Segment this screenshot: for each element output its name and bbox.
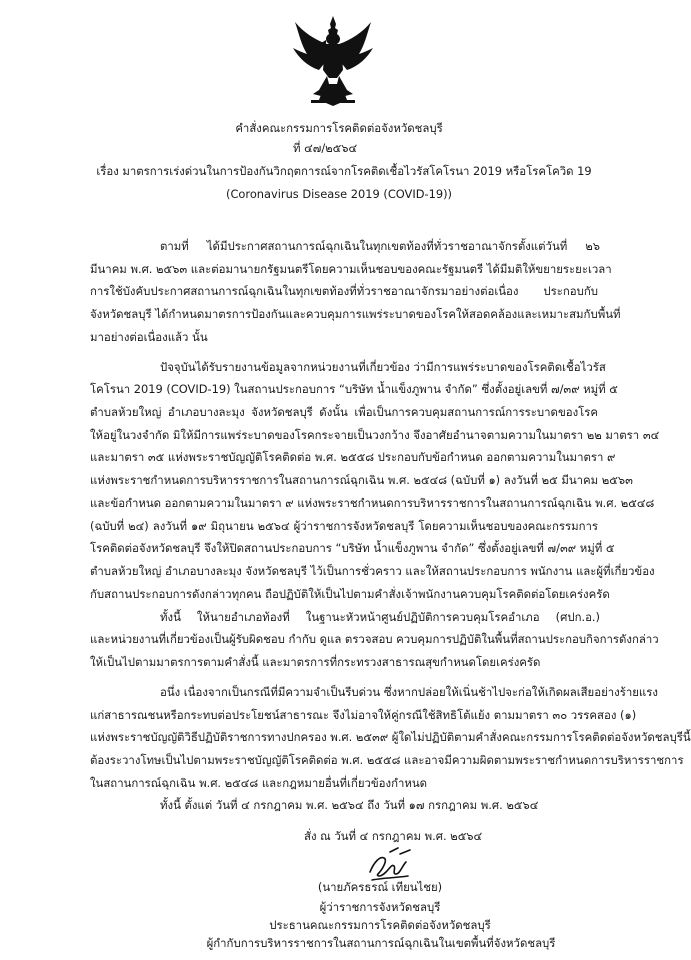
signatory-position: ประธานคณะกรรมการโรคติดต่อจังหวัดชลบุรี xyxy=(269,918,491,932)
effective-period: ทั้งนี้ ตั้งแต่ วันที่ ๔ กรกฎาคม พ.ศ. ๒๕๖๔ ถึง วันที่ ๑๗ กรกฎาคม พ.ศ. ๒๕๖๔ xyxy=(160,798,539,812)
paragraph-4-line: แก่สาธารณชนหรือกระทบต่อประโยชน์สาธารณะ จึงไม่อาจให้คู่กรณีใช้สิทธิโต้แย้ง ตามมาตรา ๓๐ วรรคสอง (๑) xyxy=(90,708,637,722)
paragraph-2-line: โรคติดต่อจังหวัดชลบุรี จึงให้ปิดสถานประกอบการ “บริษัท น้ำแข็งภูพาน จำกัด” ซึ่งตั้งอยู่เลขที่ ๗/๓๙ หมู่ที่ ๕ xyxy=(90,541,615,555)
paragraph-2-line: ตำบลห้วยใหญ่ อำเภอบางละมุง จังหวัดชลบุรี ดังนั้น เพื่อเป็นการควบคุมสถานการณ์การระบาดของโรค xyxy=(90,405,598,419)
signatory-name: (นายภัครธรณ์ เทียนไชย) xyxy=(317,880,443,894)
order-title: คำสั่งคณะกรรมการโรคติดต่อจังหวัดชลบุรี xyxy=(235,121,443,135)
paragraph-2-line: และมาตรา ๓๕ แห่งพระราชบัญญัติโรคติดต่อ พ.ศ. ๒๕๕๘ ประกอบกับข้อกำหนด ออกตามความในมาตรา ๙ xyxy=(90,450,616,464)
paragraph-2-line: ให้อยู่ในวงจำกัด มิให้มีการแพร่ระบาดของโรคกระจายเป็นวงกว้าง จึงอาศัยอำนาจตามความในมาตรา ๒๒ มาตรา ๓๔ xyxy=(90,428,660,442)
paragraph-2-line: ตำบลห้วยใหญ่ อำเภอบางละมุง จังหวัดชลบุรี ไว้เป็นการชั่วคราว และให้สถานประกอบการ พนักงาน และผู้ที่เกี่ยวข้อง xyxy=(90,564,655,578)
subject-line-2: (Coronavirus Disease 2019 (COVID-19)) xyxy=(226,187,452,201)
paragraph-2-line: โคโรนา 2019 (COVID-19) ในสถานประกอบการ “บริษัท น้ำแข็งภูพาน จำกัด” ซึ่งตั้งอยู่เลขที่ ๗/๓๙ หมู่ที่ ๕ xyxy=(90,382,618,396)
paragraph-3-line: และหน่วยงานที่เกี่ยวข้องเป็นผู้รับผิดชอบ กำกับ ดูแล ตรวจสอบ ควบคุมการปฏิบัติในพื้นที่สถานประกอบกิจการดังกล่าว xyxy=(90,632,659,646)
order-number: ที่ ๔๗/๒๕๖๔ xyxy=(293,141,358,155)
order-date: สั่ง ณ วันที่ ๔ กรกฎาคม พ.ศ. ๒๕๖๔ xyxy=(304,829,483,843)
paragraph-1-line: การใช้บังคับประกาศสถานการณ์ฉุกเฉินในทุกเขตท้องที่ทั่วราชอาณาจักรมาอย่างต่อเนื่อง ประกอบกับ xyxy=(90,284,598,298)
paragraph-2-line: กับสถานประกอบการดังกล่าวทุกคน ถือปฏิบัติให้เป็นไปตามคำสั่งเจ้าพนักงานควบคุมโรคติดต่อโดยเคร่งครัด xyxy=(90,587,610,601)
paragraph-4-line: อนึ่ง เนื่องจากเป็นกรณีที่มีความจำเป็นรีบด่วน ซึ่งหากปล่อยให้เนิ่นช้าไปจะก่อให้เกิดผลเสียอย่างร้ายแรง xyxy=(160,685,658,699)
garuda-emblem-icon xyxy=(291,14,375,108)
paragraph-2-line: (ฉบับที่ ๒๔) ลงวันที่ ๑๙ มิถุนายน ๒๕๖๔ ผู้ว่าราชการจังหวัดชลบุรี โดยความเห็นชอบของคณะกรรมการ xyxy=(90,519,598,533)
paragraph-4-line: ต้องระวางโทษเป็นไปตามพระราชบัญญัติโรคติดต่อ พ.ศ. ๒๕๕๘ และอาจมีความผิดตามพระราชกำหนดการบริหารราชการ xyxy=(90,753,684,767)
paragraph-4-line: ในสถานการณ์ฉุกเฉิน พ.ศ. ๒๕๔๘ และกฎหมายอื่นที่เกี่ยวข้องกำหนด xyxy=(90,776,428,790)
signature-icon xyxy=(364,844,416,884)
paragraph-2-line: ปัจจุบันได้รับรายงานข้อมูลจากหน่วยงานที่เกี่ยวข้อง ว่ามีการแพร่ระบาดของโรคติดเชื้อไวรัส xyxy=(160,360,606,374)
paragraph-4-line: แห่งพระราชบัญญัติวิธีปฏิบัติราชการทางปกครอง พ.ศ. ๒๕๓๙ ผู้ใดไม่ปฏิบัติตามคำสั่งคณะกรรมการโรคติดต่อจังหวัดชลบุรีนี้ xyxy=(90,730,691,744)
paragraph-2-line: และข้อกำหนด ออกตามความในมาตรา ๙ แห่งพระราชกำหนดการบริหารราชการในสถานการณ์ฉุกเฉิน พ.ศ. ๒๕๔๘ xyxy=(90,496,655,510)
paragraph-1-line: มาอย่างต่อเนื่องแล้ว นั้น xyxy=(90,330,208,344)
paragraph-3-line: ให้เป็นไปตามมาตรการตามคำสั่งนี้ และมาตรการที่กระทรวงสาธารณสุขกำหนดโดยเคร่งครัด xyxy=(90,655,541,669)
paragraph-2-line: แห่งพระราชกำหนดการบริหารราชการในสถานการณ์ฉุกเฉิน พ.ศ. ๒๕๔๘ (ฉบับที่ ๑) ลงวันที่ ๒๕ มีนาคม ๒๕๖๓ xyxy=(90,473,633,487)
signatory-position: ผู้ว่าราชการจังหวัดชลบุรี xyxy=(319,900,441,914)
signatory-position: ผู้กำกับการบริหารราชการในสถานการณ์ฉุกเฉินในเขตพื้นที่จังหวัดชลบุรี xyxy=(206,936,556,950)
paragraph-3-line: ทั้งนี้ ให้นายอำเภอท้องที่ ในฐานะหัวหน้าศูนย์ปฏิบัติการควบคุมโรคอำเภอ (ศปก.อ.) xyxy=(160,610,600,624)
paragraph-1-line: ตามที่ ได้มีประกาศสถานการณ์ฉุกเฉินในทุกเขตท้องที่ทั่วราชอาณาจักรตั้งแต่วันที่ ๒๖ xyxy=(160,239,600,253)
paragraph-1-line: มีนาคม พ.ศ. ๒๕๖๓ และต่อมานายกรัฐมนตรีโดยความเห็นชอบของคณะรัฐมนตรี ได้มีมติให้ขยายระยะเวลา xyxy=(90,262,612,276)
paragraph-1-line: จังหวัดชลบุรี ได้กำหนดมาตรการป้องกันและควบคุมการแพร่ระบาดของโรคให้สอดคล้องและเหมาะสมกับพื้นที่ xyxy=(90,307,621,321)
subject-line: เรื่อง มาตรการเร่งด่วนในการป้องกันวิกฤตการณ์จากโรคติดเชื้อไวรัสโคโรนา 2019 หรือโรคโควิด 19 xyxy=(96,164,592,178)
